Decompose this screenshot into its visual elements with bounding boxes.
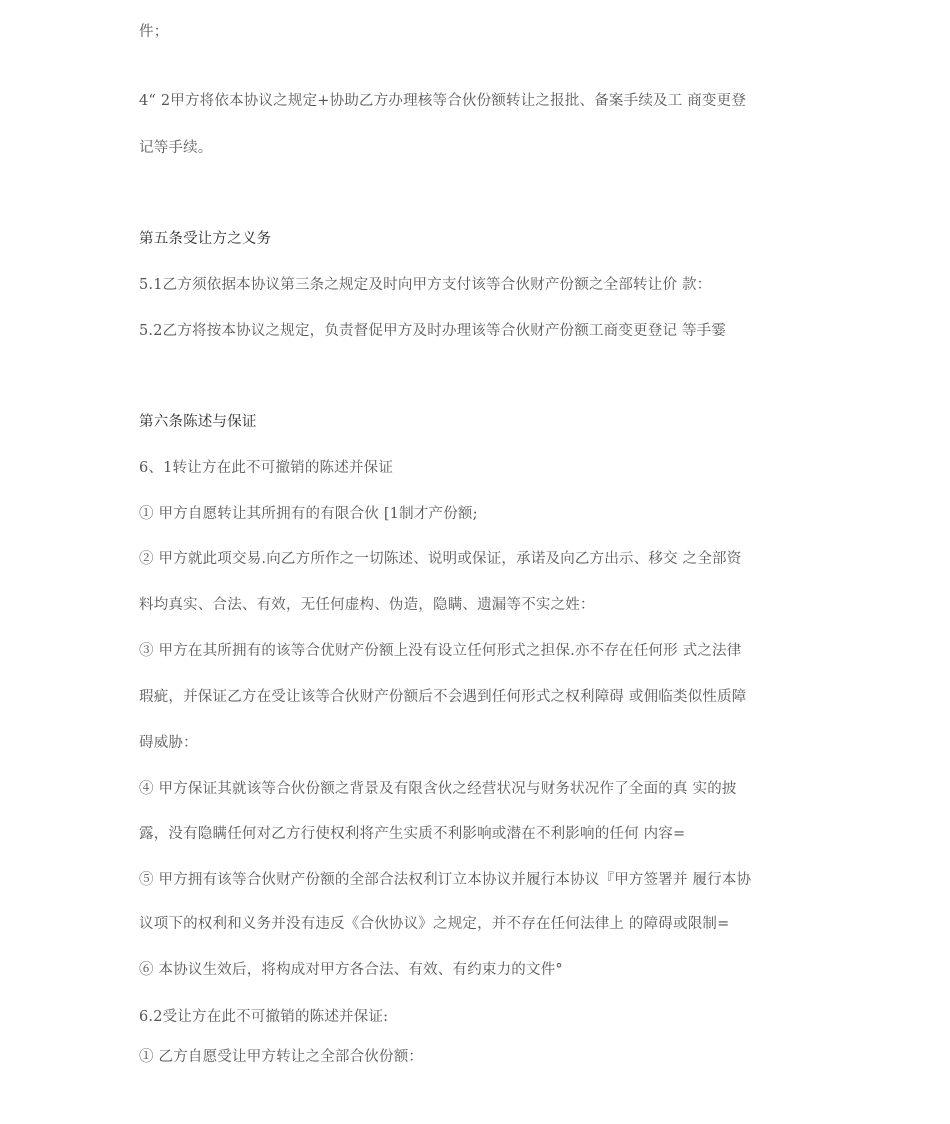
section-heading: 第六条陈述与保证 — [139, 414, 257, 430]
section-heading: 第五条受让方之义务 — [139, 231, 272, 247]
text-line: 记等手续。 — [139, 140, 213, 156]
text-line: 瑕疵，并保证乙方在受让该等合伙财产份额后不会遇到任何形式之权利障碍 或佣临类似性质障 — [139, 689, 747, 705]
text-line: ③ 甲方在其所拥有的该等合优财产份额上没有设立任何形式之担保.亦不存在任何形 式之法律 — [139, 643, 742, 659]
text-line: ④ 甲方保证其就该等合伙份额之背景及有限含伙之经营状况与财务状况作了全面的真 实的披 — [139, 781, 737, 797]
text-line: ⑥ 本协议生效后，将构成对甲方各合法、有效、有约束力的文件° — [139, 962, 563, 978]
text-line: ② 甲方就此项交易.向乙方所作之一切陈述、说明或保证，承诺及向乙方出示、移交 之全部资 — [139, 551, 742, 567]
text-line: 露，没有隐瞒任何对乙方行使权利将产生实质不利影响或潜在不利影响的任何 内容= — [139, 826, 686, 842]
text-line: 件； — [139, 24, 169, 40]
text-line: 料均真实、合法、有效，无任何虚构、伪造，隐瞒、遗漏等不实之姓： — [139, 597, 595, 613]
text-line: ① 甲方自愿转让其所拥有的有限合伙 [1制才产份额; — [139, 506, 478, 522]
text-line: 6、1转让方在此不可撤销的陈述并保证 — [139, 460, 394, 476]
text-line: 4“ 2甲方将依本协议之规定+协助乙方办理核等合伙份额转让之报批、备案手续及工 商变更登 — [139, 93, 747, 109]
text-line: ① 乙方自愿受让甲方转让之全部合伙份额： — [139, 1049, 424, 1065]
text-line: 议项下的权利和义务并没有违反《合伙协议》之规定，并不存在任何法律上 的障碍或限制= — [139, 916, 730, 932]
text-line: 碍威胁： — [139, 735, 198, 751]
text-line: ⑤ 甲方拥有该等合伙财产份额的全部合法权利订立本协议并履行本协议『甲方签署并 履行本协 — [139, 872, 752, 888]
text-line: 5.1乙方须依据本协议第三条之规定及时向甲方支付该等合伙财产份额之全部转让价 款： — [139, 277, 712, 293]
text-line: 6.2受让方在此不可撤销的陈述并保证: — [139, 1009, 389, 1025]
text-line: 5.2乙方将按本协议之规定，负责督促甲方及时办理该等合伙财产份额工商变更登记 等手霎 — [139, 323, 727, 339]
